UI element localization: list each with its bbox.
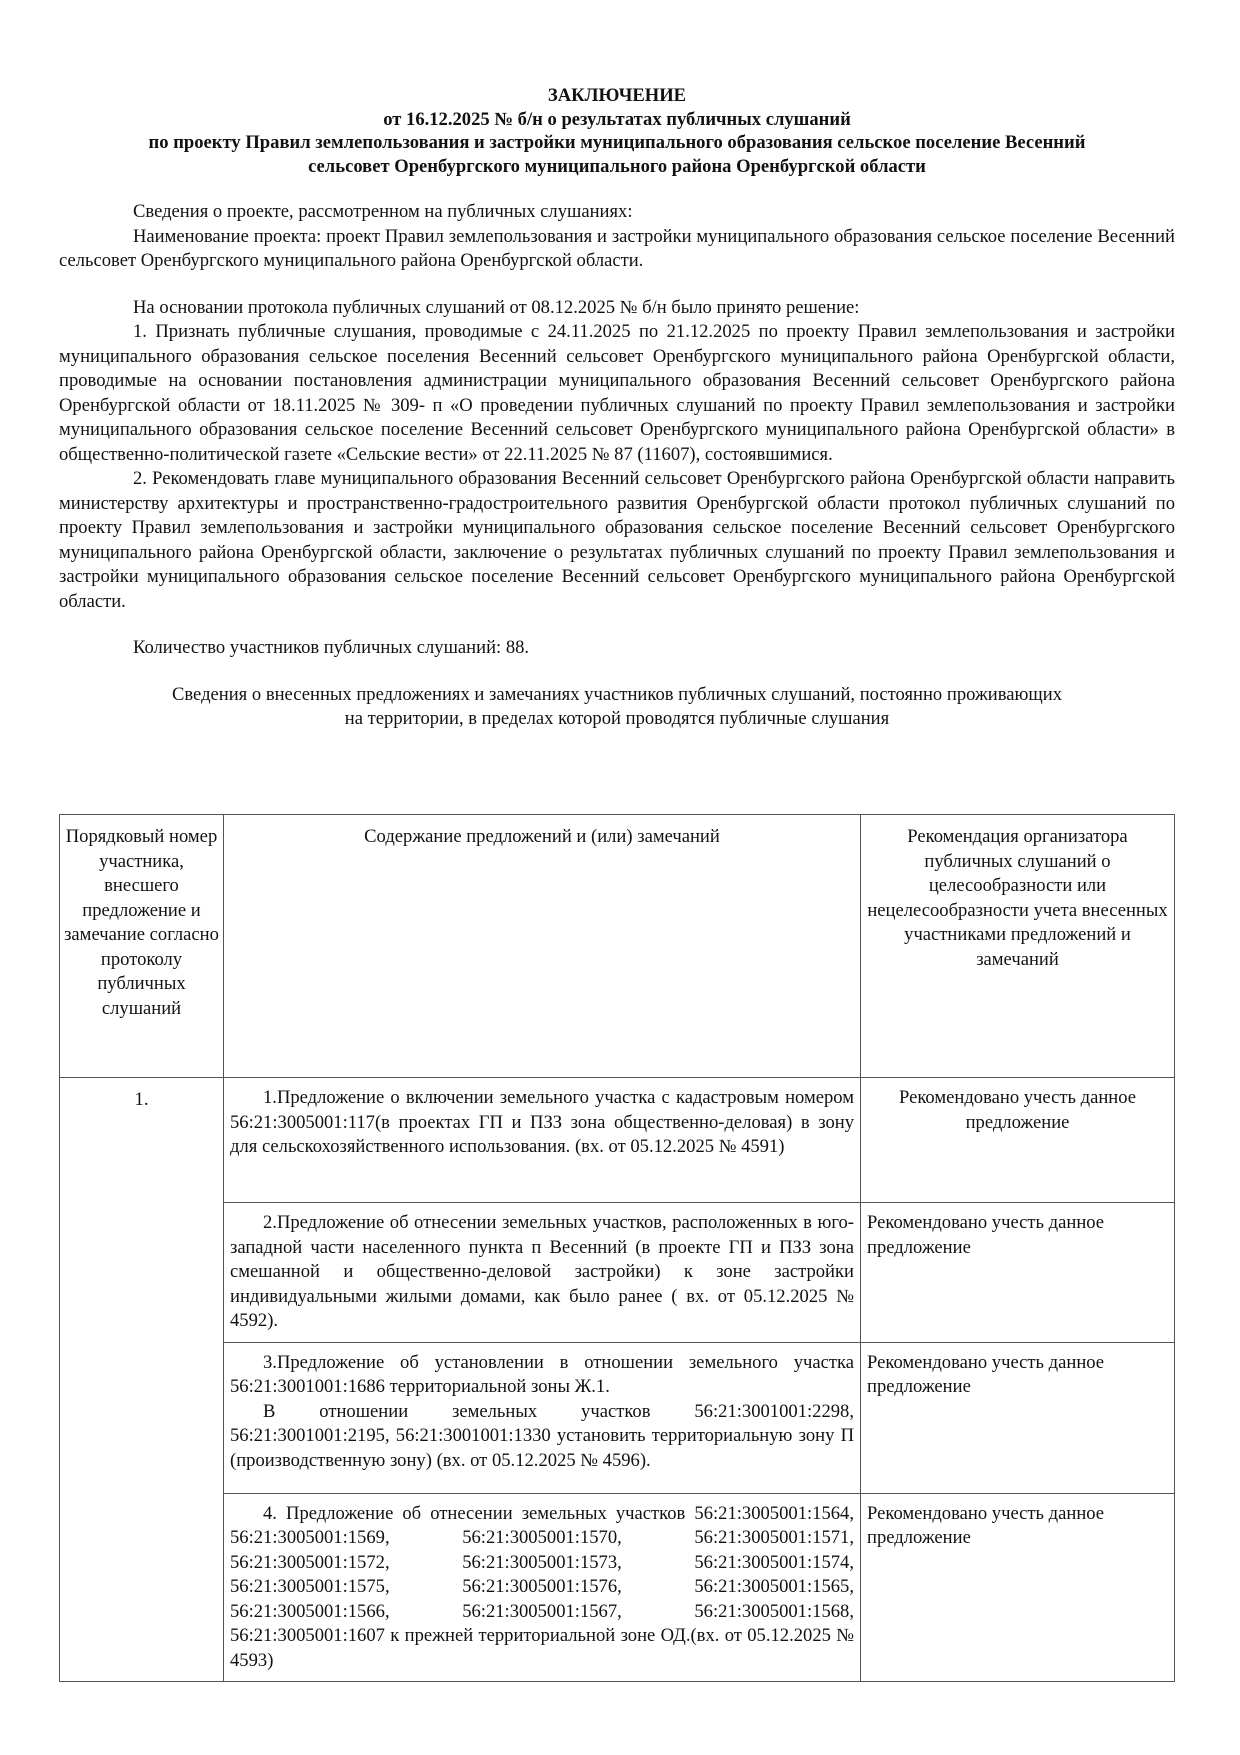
header-proposal-content: Содержание предложений и (или) замечаний bbox=[224, 815, 861, 1078]
decision-item-1: 1. Признать публичные слушания, проводимые с 24.11.2025 по 21.12.2025 по проекту Правил землепользования и застройки муниципального образования сельское поселения Весенний сельсовет Оренбургского муниципального района Оренбургской области, проводимые на основании постановления администрации муниципального образования Весенний сельсовет Оренбургского района Оренбургской области от 18.11.2025 № 309- п «О проведении публичных слушаний по проекту Правил землепользования и застройки муниципального образования сельское поселение Весенний сельсовет Оренбургского муниципального района Оренбургской области» в общественно-политической газете «Сельские вести» от 22.11.2025 № 87 (11607), состоявшимися. bbox=[59, 321, 1175, 465]
table-row bbox=[60, 1078, 1175, 1203]
recommendation: Рекомендовано учесть данное предложение bbox=[861, 1493, 1175, 1682]
table-caption-line2: на территории, в пределах которой проводятся публичные слушания bbox=[344, 708, 890, 730]
proposal-content bbox=[224, 1342, 861, 1493]
participant-number: 1. bbox=[60, 1078, 224, 1682]
proposal-content bbox=[224, 1078, 861, 1203]
table-row bbox=[60, 1493, 1175, 1682]
table-row bbox=[60, 1203, 1175, 1343]
proposal-text: 4. Предложение об отнесении земельных участков 56:21:3005001:1564, 56:21:3005001:1569, 56:21:3005001:1570, 56:21:3005001:1571, 56:21:3005001:1572, 56:21:3005001:1573, 56:21:3005001:1574, 56:21:3005001:1575, 56:21:3005001:1576, 56:21:3005001:1565, 56:21:3005001:1566, 56:21:3005001:1567, 56:21:3005001:1568, 56:21:3005001:1607 к прежней территориальной зоне ОД.(вх. от 05.12.2025 № 4593) bbox=[230, 1502, 854, 1671]
document-title: ЗАКЛЮЧЕНИЕ bbox=[547, 85, 687, 106]
table-caption-line1: Сведения о внесенных предложениях и замечаниях участников публичных слушаний, постоянно проживающих bbox=[171, 683, 1062, 705]
table-row bbox=[60, 1342, 1175, 1493]
participants-count: Количество участников публичных слушаний: 88. bbox=[133, 637, 530, 659]
proposal-text: 1.Предложение о включении земельного участка с кадастровым номером 56:21:3005001:117(в проектах ГП и ПЗЗ зона общественно-деловая) в зону для сельскохозяйственного использования. (вх. от 05.12.2025 № 4591) bbox=[230, 1087, 854, 1157]
project-info-intro: Сведения о проекте, рассмотренном на публичных слушаниях: bbox=[133, 201, 633, 223]
document-subtitle-line3: сельсовет Оренбургского муниципального района Оренбургской области bbox=[308, 155, 926, 177]
decision-intro: На основании протокола публичных слушаний от 08.12.2025 № б/н было принято решение: bbox=[133, 296, 860, 318]
proposals-table bbox=[59, 814, 1175, 1682]
document-subtitle-line2: по проекту Правил землепользования и застройки муниципального образования сельское поселение Весенний bbox=[148, 132, 1086, 154]
header-recommendation: Рекомендация организатора публичных слушаний о целесообразности или нецелесообразности учета внесенных участниками предложений и замечаний bbox=[861, 815, 1175, 1078]
proposal-text: 3.Предложение об установлении в отношении земельного участка 56:21:3001001:1686 территориальной зоны Ж.1. bbox=[230, 1351, 854, 1397]
recommendation: Рекомендовано учесть данное предложение bbox=[861, 1203, 1175, 1343]
document-page bbox=[59, 84, 1175, 732]
document-header bbox=[59, 84, 1175, 178]
document-subtitle-line1: от 16.12.2025 № б/н о результатах публичных слушаний bbox=[383, 108, 851, 130]
header-participant-number: Порядковый номер участника, внесшего предложение и замечание согласно протоколу публичных слушаний bbox=[60, 815, 224, 1078]
proposal-text-continued: В отношении земельных участков 56:21:3001001:2298, 56:21:3001001:2195, 56:21:3001001:1330 установить территориальную зону П (производственную зону) (вх. от 05.12.2025 № 4596). bbox=[230, 1400, 854, 1471]
table-caption bbox=[59, 683, 1175, 732]
recommendation: Рекомендовано учесть данное предложение bbox=[861, 1078, 1175, 1203]
recommendation: Рекомендовано учесть данное предложение bbox=[861, 1342, 1175, 1493]
proposal-content bbox=[224, 1493, 861, 1682]
project-name: Наименование проекта: проект Правил землепользования и застройки муниципального образования сельское поселение Весенний сельсовет Оренбургского муниципального района Оренбургской области. bbox=[59, 225, 1175, 272]
decision-item-2: 2. Рекомендовать главе муниципального образования Весенний сельсовет Оренбургского района Оренбургской области направить министерству архитектуры и пространственно-градостроительного развития Оренбургской области протокол публичных слушаний по проекту Правил землепользования и застройки муниципального образования сельское поселение Весенний сельсовет Оренбургского муниципального района Оренбургской области, заключение о результатах публичных слушаний по проекту Правил землепользования и застройки муниципального образования сельское поселение Весенний сельсовет Оренбургского муниципального района Оренбургской области. bbox=[59, 468, 1175, 612]
table-header-row bbox=[60, 815, 1175, 1078]
proposal-text: 2.Предложение об отнесении земельных участков, расположенных в юго-западной части населенного пункта п Весенний (в проекте ГП и ПЗЗ зона смешанной и общественно-деловой застройки) к зоне застройки индивидуальными жилыми домами, как было ранее ( вх. от 05.12.2025 № 4592). bbox=[230, 1212, 854, 1331]
proposal-content bbox=[224, 1203, 861, 1343]
